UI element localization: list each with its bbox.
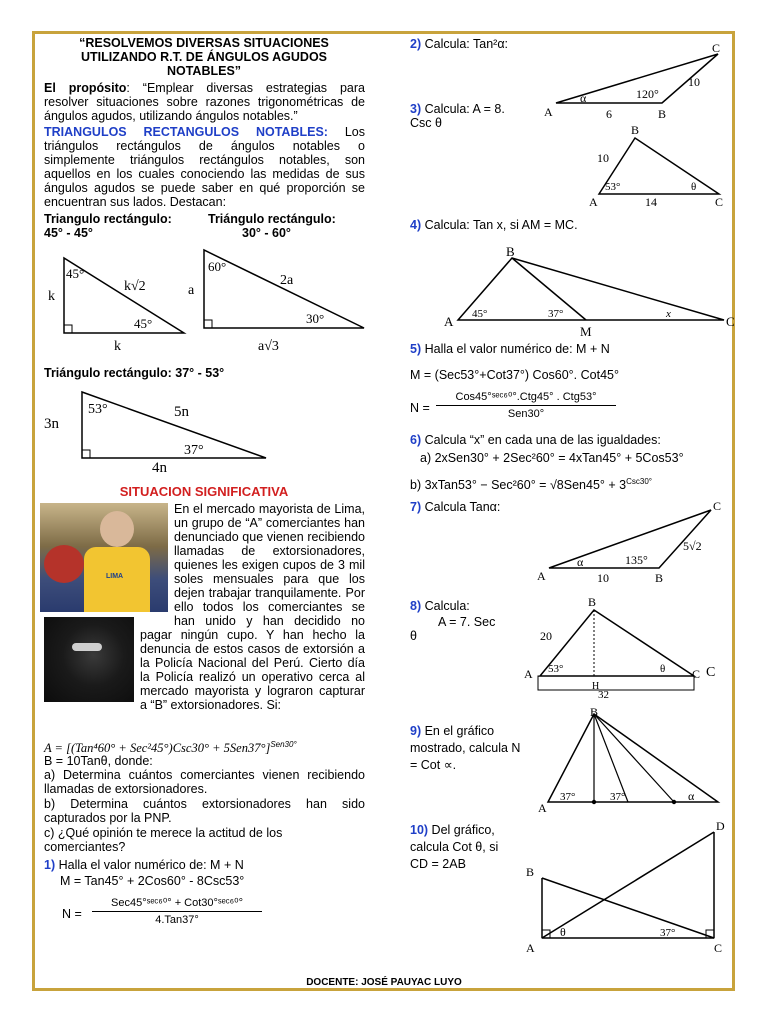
tri37-hypotenuse: 5n — [174, 404, 189, 420]
tri45-header — [44, 212, 172, 240]
question-a: a) Determina cuántos comerciantes vienen recibiendo llamadas de extorsionadores. — [44, 768, 365, 796]
p10-vertex-b: B — [526, 865, 535, 879]
problem-6-number: 6) — [410, 433, 422, 447]
problem-10-text: Del gráfico, calcula Cot θ, si CD = 2AB — [410, 823, 499, 871]
formula-b: B = 10Tanθ, donde: — [44, 754, 153, 768]
p4-point-m: M — [580, 324, 592, 339]
situation-paragraph — [44, 502, 365, 712]
p10-angle-theta: θ — [560, 925, 566, 939]
footer-teacher: DOCENTE: JOSÉ PAUYAC LUYO — [306, 977, 462, 988]
title-line-2: UTILIZANDO R.T. DE ÁNGULOS AGUDOS — [80, 50, 328, 64]
problem-1-n-label: N = — [62, 907, 82, 921]
problem-1-denominator: 4.Tan37° — [92, 911, 262, 926]
situation-heading: SITUACION SIGNIFICATIVA — [119, 484, 289, 499]
p3-vertex-b: B — [631, 123, 640, 137]
p7-angle-alpha: α — [577, 555, 584, 569]
problem-8-text: Calcula: — [421, 599, 470, 613]
problem-4-text: Calcula: Tan x, si AM = MC. — [421, 218, 578, 232]
title-line-1: “RESOLVEMOS DIVERSAS SITUACIONES — [79, 36, 329, 50]
tri45-header-line2: 45° - 45° — [44, 226, 93, 240]
purpose-paragraph — [44, 81, 365, 123]
page-title — [44, 36, 364, 78]
p9-angle-37-a: 37° — [560, 791, 576, 803]
p3-angle-53: 53° — [605, 181, 621, 193]
formula-a-exponent: Sen30° — [270, 740, 297, 749]
situation-text: En el mercado mayorista de Lima, un grupo de “A” comerciantes han denunciado que vienen recibiendo llamadas de extorsionadores, quienes les exigen cupos de 3 mil soles mensuales para que los dejen trabajar tranquilamente. Por ello todos los comerciantes se han unido y han decidido no pagar ningún cupo. Y han hecho la denuncia de estos casos de extorsión a la Policía Nacional del Perú. Cierto día la Policía realizó un operativo cerca al mercado mayorista y lograron capturar a “B” extorsionadores. Si: — [140, 502, 365, 712]
p2-angle-120: 120° — [636, 87, 659, 101]
problem-9 — [410, 723, 528, 774]
tri45-side-left: k — [48, 289, 55, 304]
p2-angle-alpha: α — [580, 91, 587, 105]
problem-10-number: 10) — [410, 823, 429, 837]
problem-7-text: Calcula Tanα: — [421, 500, 501, 514]
problem-5-fraction — [436, 390, 616, 420]
notable-paragraph — [44, 125, 365, 209]
p9-vertex-a: A — [538, 801, 547, 814]
tri30-header — [208, 212, 336, 240]
p10-vertex-d: D — [716, 819, 725, 833]
problem-6 — [410, 433, 661, 447]
p8-vertex-c-mark: C — [706, 665, 716, 680]
problem-2-text: Calcula: Tan²α: — [421, 37, 509, 51]
formula-a — [44, 738, 365, 755]
triangle-37-53-figure — [44, 388, 269, 473]
problem-4-number: 4) — [410, 218, 422, 232]
problem-3 — [410, 102, 505, 130]
problem-1-text: Halla el valor numérico de: M + N — [55, 858, 244, 872]
tri30-hypotenuse: 2a — [280, 273, 294, 288]
problem-10-figure — [520, 818, 730, 958]
p8-side-20: 20 — [540, 629, 552, 643]
p8-vertex-c: C — [692, 667, 701, 681]
p4-vertex-b: B — [506, 244, 515, 259]
p7-side-10: 10 — [597, 571, 609, 585]
p10-angle-37: 37° — [660, 927, 676, 939]
p8-angle-theta: θ — [660, 663, 666, 675]
p3-vertex-a: A — [589, 195, 598, 207]
p2-side-base: 6 — [606, 107, 612, 121]
triangle-45-45-figure — [44, 248, 194, 356]
problem-1-number: 1) — [44, 858, 56, 872]
tri45-header-line1: Triangulo rectángulo: — [44, 212, 172, 226]
problem-5-n-label: N = — [410, 401, 430, 415]
problem-3-text-2: Csc θ — [410, 116, 442, 130]
tri45-angle-top: 45° — [66, 266, 85, 281]
p7-vertex-a: A — [537, 569, 546, 583]
problem-1-fraction — [92, 896, 262, 926]
problem-5-numerator: Cos45°ˢᵉᶜ⁶⁰°.Ctg45° . Ctg53° — [455, 391, 597, 403]
problem-6-text: Calcula “x” en cada una de las igualdades: — [421, 433, 661, 447]
p2-vertex-b: B — [658, 107, 667, 121]
problem-6-a: a) 2xSen30° + 2Sec²60° = 4xTan45° + 5Cos53° — [420, 451, 684, 465]
problem-5-denominator: Sen30° — [436, 405, 616, 420]
tri30-side-bottom: a√3 — [258, 339, 279, 354]
tri37-angle-top: 53° — [88, 402, 108, 417]
problem-8-figure — [520, 596, 730, 700]
tri37-header: Triángulo rectángulo: 37° - 53° — [44, 366, 225, 380]
p10-vertex-a: A — [526, 941, 535, 955]
problem-8-number: 8) — [410, 599, 422, 613]
problem-6-b — [410, 475, 652, 492]
notable-text: Los triángulos rectángulos de ángulos notables o simplemente triángulos rectángulos notables, son aquellos en los cuales conociendo las medidas de sus ángulos agudos se puede saber en qué proporción se encuentran sus lados. Destacan: — [44, 125, 365, 209]
purpose-label: El propósito — [44, 81, 127, 95]
p9-angle-alpha: α — [688, 789, 695, 803]
tri30-angle-right: 30° — [306, 311, 325, 326]
tri30-angle-top: 60° — [208, 259, 227, 274]
problem-4 — [410, 218, 578, 232]
problem-3-text: Calcula: A = 8. — [421, 102, 505, 116]
tri37-angle-right: 37° — [184, 443, 204, 458]
question-b: b) Determina cuántos extorsionadores han sido capturados por la PNP. — [44, 797, 365, 825]
p3-side-10: 10 — [597, 151, 609, 165]
p7-side-5root2: 5√2 — [683, 539, 702, 553]
title-line-3: NOTABLES” — [166, 64, 242, 78]
p2-side-10: 10 — [688, 75, 700, 89]
p4-angle-37: 37° — [548, 308, 564, 320]
p3-vertex-c: C — [715, 195, 724, 207]
p7-vertex-b: B — [655, 571, 664, 585]
problem-2-number: 2) — [410, 37, 422, 51]
p3-angle-theta: θ — [691, 181, 697, 193]
problem-7-figure — [535, 500, 735, 588]
p9-vertex-b: B — [590, 708, 599, 719]
p7-vertex-c: C — [713, 500, 722, 513]
tri45-hypotenuse: k√2 — [124, 279, 146, 294]
p8-side-32: 32 — [598, 689, 609, 700]
p7-angle-135: 135° — [625, 553, 648, 567]
tri37-side-bottom: 4n — [152, 460, 167, 473]
tri45-side-bottom: k — [114, 339, 121, 354]
problem-5 — [410, 342, 610, 356]
tri30-header-line1: Triángulo rectángulo: — [208, 212, 336, 226]
problem-1-numerator: Sec45°ˢᵉᶜ⁶⁰° + Cot30°ˢᵉᶜ⁶⁰° — [111, 897, 243, 909]
tri45-angle-right: 45° — [134, 316, 153, 331]
problem-9-figure — [536, 708, 736, 814]
tri30-side-left: a — [188, 283, 195, 298]
problem-5-text: Halla el valor numérico de: M + N — [421, 342, 610, 356]
problem-2-figure — [540, 40, 740, 125]
problem-5-number: 5) — [410, 342, 422, 356]
formula-a-text: A = [(Tan⁴60° + Sec²45°)Csc30° + 5Sen37°] — [44, 741, 271, 756]
question-c: c) ¿Qué opinión te merece la actitud de los comerciantes? — [44, 826, 283, 854]
problem-6-b-text: b) 3xTan53° − Sec²60° = √8Sen45° + 3 — [410, 478, 627, 493]
problem-1 — [44, 858, 244, 872]
notable-label: TRIANGULOS RECTANGULOS NOTABLES: — [44, 125, 328, 139]
p4-vertex-c: C — [726, 314, 735, 329]
problem-2 — [410, 37, 508, 51]
p8-vertex-a: A — [524, 667, 533, 681]
purpose-text: : “Emplear diversas estrategias para resolver situaciones sobre razones trigonométricas de ángulos agudos, utilizando ángulos notables.” — [44, 81, 365, 123]
problem-8 — [410, 599, 495, 643]
problem-7-number: 7) — [410, 500, 422, 514]
problem-10 — [410, 822, 510, 873]
p2-vertex-a: A — [544, 105, 553, 119]
vest-logo-text: LIMA — [106, 573, 124, 580]
p9-angle-37-b: 37° — [610, 791, 626, 803]
triangle-30-60-figure — [184, 246, 366, 356]
problem-9-number: 9) — [410, 724, 422, 738]
problem-4-figure — [440, 244, 740, 339]
p3-side-14: 14 — [645, 195, 657, 207]
problem-6-b-exponent: Csc30° — [626, 477, 652, 486]
problem-3-figure — [585, 122, 730, 207]
p4-vertex-a: A — [444, 314, 454, 329]
problem-3-number: 3) — [410, 102, 422, 116]
problem-8-text-3: θ — [410, 629, 417, 643]
p8-point-h: H — [592, 681, 600, 692]
problem-1-m: M = Tan45° + 2Cos60° - 8Csc53° — [60, 874, 245, 888]
problem-5-m: M = (Sec53°+Cot37°) Cos60°. Cot45° — [410, 368, 619, 382]
p8-vertex-b: B — [588, 596, 597, 609]
tri37-side-left: 3n — [44, 416, 59, 432]
problem-9-text: En el gráfico mostrado, calcula N = Cot ∝. — [410, 724, 521, 772]
p8-angle-53: 53° — [548, 663, 564, 675]
p4-angle-x: x — [666, 308, 671, 320]
problem-8-text-2: A = 7. Sec — [438, 615, 496, 629]
problem-7 — [410, 500, 500, 514]
p2-vertex-c: C — [712, 41, 721, 55]
tri30-header-line2: 30° - 60° — [242, 226, 291, 240]
p4-angle-45: 45° — [472, 308, 488, 320]
p10-vertex-c: C — [714, 941, 723, 955]
